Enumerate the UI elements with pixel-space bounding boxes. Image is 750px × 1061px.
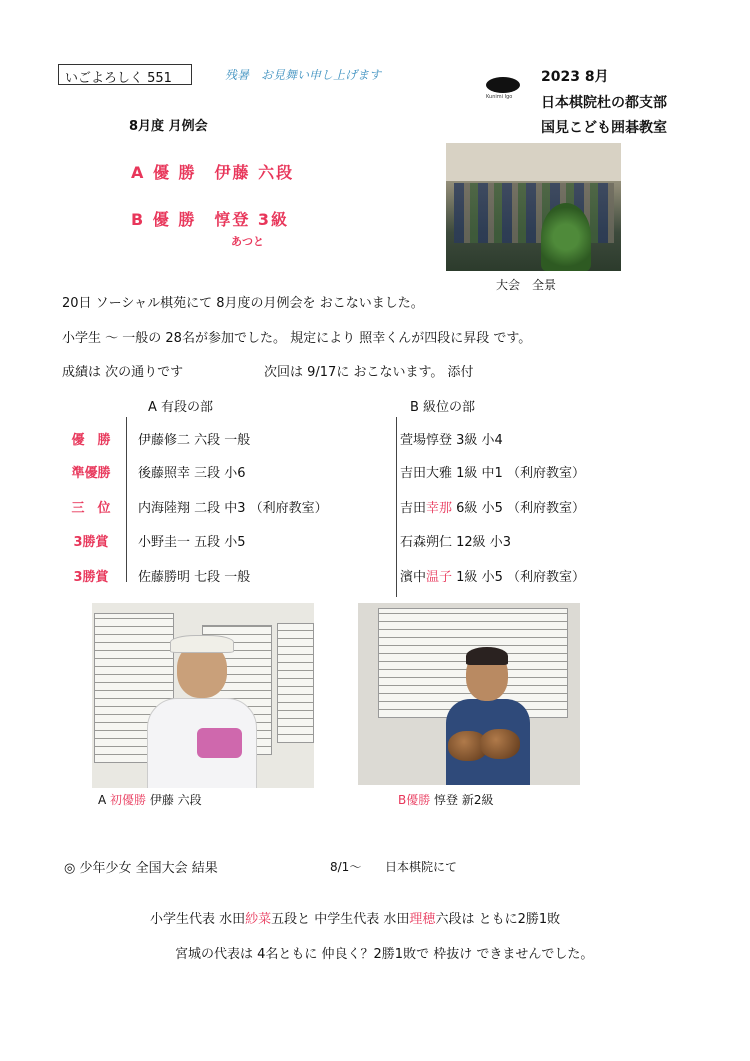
national-tournament-venue: 日本棋院にて [385, 860, 458, 874]
tournament-photo-caption: 大会 全景 [496, 278, 557, 292]
column-divider [396, 417, 397, 597]
a-winner-photo [92, 603, 314, 788]
issue-date: 2023 8月 [541, 69, 609, 85]
kyu-result: 石森朔仁 12級 小3 [400, 535, 512, 550]
b-winner-caption: B優勝 惇登 新2級 [398, 793, 494, 807]
winner-furigana: あつと [231, 235, 264, 248]
meeting-title: 8月度 月例会 [129, 119, 208, 134]
dan-division-header: A 有段の部 [148, 400, 214, 415]
participants-paragraph: 小学生 ～ 一般の 28名が参加でした。 規定により 照幸くんが四段に昇段 です。 [62, 331, 532, 346]
report-paragraph: 20日 ソーシャル棋苑にて 8月度の月例会を おこないました。 [62, 296, 424, 311]
organization-name: 日本棋院杜の都支部 [541, 95, 667, 111]
summer-greeting: 残暑 お見舞い申し上げます [225, 68, 382, 82]
kyu-result: 濱中温子 1級 小5 （利府教室） [400, 570, 585, 585]
kyu-result: 吉田大雅 1級 中1 （利府教室） [400, 466, 585, 481]
rank-label: 3勝賞 [73, 570, 109, 585]
rank-label: 三 位 [71, 501, 111, 516]
kunimi-igo-logo [486, 77, 520, 101]
next-meeting-note: 次回は 9/17に おこないます。 添付 [264, 365, 474, 380]
kyu-division-header: B 級位の部 [410, 400, 476, 415]
dan-result: 後藤照幸 三段 小6 [138, 466, 246, 481]
results-intro: 成績は 次の通りです [62, 365, 184, 380]
tournament-overview-photo [446, 143, 621, 271]
rank-label: 準優勝 [71, 466, 111, 481]
classroom-name: 国見こども囲碁教室 [541, 120, 667, 136]
national-result-line: 小学生代表 水田紗菜五段と 中学生代表 水田理穂六段は ともに2勝1敗 [150, 912, 561, 927]
dan-result: 内海陸翔 二段 中3 （利府教室） [138, 501, 328, 516]
newsletter-number: いごよろしく 551 [58, 64, 192, 85]
national-tournament-date: 8/1～ [330, 860, 362, 874]
a-winner-caption: A 初優勝 伊藤 六段 [98, 793, 202, 807]
rank-label: 優 勝 [71, 433, 111, 448]
b-winner-photo [358, 603, 580, 785]
rank-label: 3勝賞 [73, 535, 109, 550]
national-result-line: 宮城の代表は 4名ともに 仲良く？2勝1敗で 枠抜け できませんでした。 [175, 947, 594, 962]
dan-result: 小野圭一 五段 小5 [138, 535, 246, 550]
logo-text: Kunimi Igo [486, 94, 513, 100]
dan-result: 伊藤修二 六段 一般 [138, 433, 251, 448]
dan-result: 佐藤勝明 七段 一般 [138, 570, 251, 585]
column-divider [126, 417, 127, 582]
b-division-winner: B 優 勝 惇登 3級 [131, 210, 290, 229]
go-stone-icon [486, 77, 520, 93]
kyu-result: 萱場惇登 3級 小4 [400, 433, 503, 448]
a-division-winner: A 優 勝 伊藤 六段 [131, 163, 295, 182]
national-tournament-title: ◎ 少年少女 全国大会 結果 [64, 861, 218, 876]
kyu-result: 吉田幸那 6級 小5 （利府教室） [400, 501, 585, 516]
